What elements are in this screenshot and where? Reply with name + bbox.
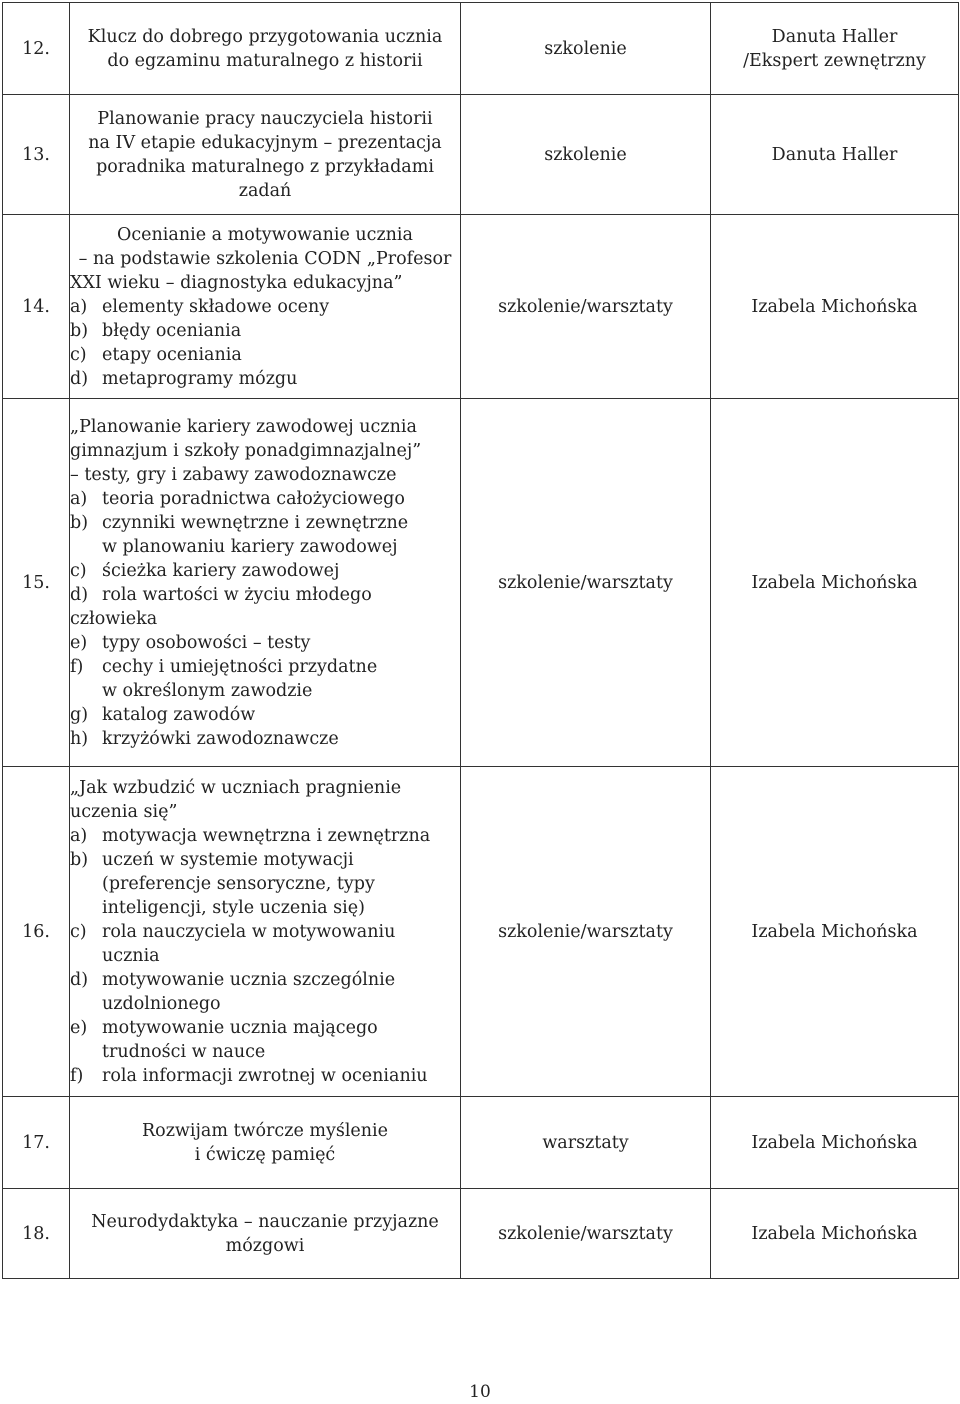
- item-text: inteligencji, style uczenia się): [102, 897, 365, 918]
- list-item: [70, 1016, 460, 1064]
- table-row: [3, 3, 959, 95]
- item-marker: d): [70, 584, 89, 605]
- item-marker: e): [70, 632, 88, 653]
- trainer-line: Izabela Michońska: [751, 296, 918, 317]
- trainer-line: Izabela Michońska: [751, 1223, 918, 1244]
- list-item: [70, 655, 460, 703]
- row-number: 15.: [3, 399, 70, 767]
- item-text: motywacja wewnętrzna i zewnętrzna: [102, 825, 431, 846]
- form-cell: szkolenie: [461, 3, 711, 95]
- item-marker: f): [70, 656, 84, 677]
- trainer-line: Danuta Haller: [771, 144, 898, 165]
- trainer-cell: [711, 1097, 959, 1189]
- topic-line: – testy, gry i zabawy zawodoznawcze: [70, 464, 397, 485]
- trainer-cell: [711, 767, 959, 1097]
- item-marker: g): [70, 704, 89, 725]
- list-item: [70, 559, 460, 583]
- trainer-line: /Ekspert zewnętrzny: [743, 50, 926, 71]
- item-marker: b): [70, 512, 89, 533]
- trainer-cell: [711, 95, 959, 215]
- row-number: 12.: [3, 3, 70, 95]
- list-item: [70, 319, 460, 343]
- row-number: 14.: [3, 215, 70, 399]
- list-item: [70, 631, 460, 655]
- topic-line: uczenia się”: [70, 801, 178, 822]
- trainer-line: Izabela Michońska: [751, 1132, 918, 1153]
- item-marker: d): [70, 969, 89, 990]
- topic-line: Neurodydaktyka – nauczanie przyjazne: [91, 1211, 439, 1232]
- list-item: [70, 703, 460, 727]
- topic-line: i ćwiczę pamięć: [194, 1144, 336, 1165]
- form-cell: szkolenie/warsztaty: [461, 1189, 711, 1279]
- item-text: (preferencje sensoryczne, typy: [102, 873, 375, 894]
- item-text: metaprogramy mózgu: [102, 368, 298, 389]
- item-marker: a): [70, 296, 88, 317]
- list-item: [70, 487, 460, 511]
- item-marker: h): [70, 728, 89, 749]
- page-number: 10: [469, 1382, 491, 1402]
- item-text: katalog zawodów: [102, 704, 256, 725]
- item-text: rola nauczyciela w motywowaniu: [102, 921, 396, 942]
- item-text: uzdolnionego: [102, 993, 221, 1014]
- row-number: 18.: [3, 1189, 70, 1279]
- topic-cell: [70, 1097, 461, 1189]
- topic-line: mózgowi: [225, 1235, 305, 1256]
- topic-items: [70, 824, 460, 1088]
- topic-line: XXI wieku – diagnostyka edukacyjna”: [70, 272, 403, 293]
- form-cell: szkolenie/warsztaty: [461, 767, 711, 1097]
- trainer-line: Izabela Michońska: [751, 921, 918, 942]
- item-text: rola informacji zwrotnej w ocenianiu: [102, 1065, 428, 1086]
- topic-line: „Jak wzbudzić w uczniach pragnienie: [70, 777, 402, 798]
- item-text: elementy składowe oceny: [102, 296, 330, 317]
- topic-line: „Planowanie kariery zawodowej ucznia: [70, 416, 417, 437]
- topic-cell: [70, 767, 461, 1097]
- item-text: cechy i umiejętności przydatne: [102, 656, 378, 677]
- item-text: motywowanie ucznia mającego: [102, 1017, 378, 1038]
- form-cell: szkolenie/warsztaty: [461, 399, 711, 767]
- form-cell: szkolenie/warsztaty: [461, 215, 711, 399]
- list-item: [70, 1064, 460, 1088]
- list-item: [70, 848, 460, 920]
- topic-line: Klucz do dobrego przygotowania ucznia: [87, 26, 443, 47]
- topic-line: – na podstawie szkolenia CODN „Profesor: [78, 248, 452, 269]
- row-number: 13.: [3, 95, 70, 215]
- item-text: w planowaniu kariery zawodowej: [102, 536, 398, 557]
- trainer-cell: [711, 399, 959, 767]
- topic-line: na IV etapie edukacyjnym – prezentacja: [88, 132, 442, 153]
- table-row: [3, 215, 959, 399]
- topic-line: Rozwijam twórcze myślenie: [141, 1120, 389, 1141]
- topic-items: [70, 295, 460, 391]
- topic-line: zadań: [238, 180, 292, 201]
- item-marker: b): [70, 320, 89, 341]
- item-marker: b): [70, 849, 89, 870]
- trainer-cell: [711, 1189, 959, 1279]
- topic-cell: [70, 3, 461, 95]
- topic-line: Planowanie pracy nauczyciela historii: [97, 108, 433, 129]
- table-row: [3, 1097, 959, 1189]
- list-item: [70, 920, 460, 968]
- table-row: [3, 95, 959, 215]
- row-number: 17.: [3, 1097, 70, 1189]
- item-text: w określonym zawodzie: [102, 680, 313, 701]
- item-text: rola wartości w życiu młodego: [102, 584, 372, 605]
- item-text: teoria poradnictwa całożyciowego: [102, 488, 405, 509]
- list-item: [70, 583, 460, 631]
- topic-cell: [70, 399, 461, 767]
- item-text: etapy oceniania: [102, 344, 242, 365]
- list-item: [70, 295, 460, 319]
- topic-cell: [70, 95, 461, 215]
- list-item: [70, 968, 460, 1016]
- topic-line: poradnika maturalnego z przykładami: [96, 156, 434, 177]
- list-item: [70, 727, 460, 751]
- item-text: motywowanie ucznia szczególnie: [102, 969, 396, 990]
- item-marker: a): [70, 825, 88, 846]
- item-marker: c): [70, 344, 87, 365]
- item-marker: d): [70, 368, 89, 389]
- topic-items: [70, 487, 460, 751]
- topic-line: do egzaminu maturalnego z historii: [107, 50, 423, 71]
- item-text: człowieka: [70, 608, 158, 629]
- training-table: [2, 2, 959, 1279]
- trainer-cell: [711, 3, 959, 95]
- item-text: błędy oceniania: [102, 320, 242, 341]
- item-text: uczeń w systemie motywacji: [102, 849, 354, 870]
- list-item: [70, 511, 460, 559]
- item-text: czynniki wewnętrzne i zewnętrzne: [102, 512, 409, 533]
- topic-line: gimnazjum i szkoły ponadgimnazjalnej”: [70, 440, 422, 461]
- trainer-line: Izabela Michońska: [751, 572, 918, 593]
- list-item: [70, 367, 460, 391]
- item-marker: c): [70, 560, 87, 581]
- topic-cell: [70, 1189, 461, 1279]
- topic-cell: [70, 215, 461, 399]
- item-marker: c): [70, 921, 87, 942]
- item-marker: f): [70, 1065, 84, 1086]
- item-text: typy osobowości – testy: [102, 632, 311, 653]
- item-text: trudności w nauce: [102, 1041, 266, 1062]
- form-cell: szkolenie: [461, 95, 711, 215]
- list-item: [70, 824, 460, 848]
- item-text: krzyżówki zawodoznawcze: [102, 728, 339, 749]
- item-marker: a): [70, 488, 88, 509]
- trainer-cell: [711, 215, 959, 399]
- item-text: ścieżka kariery zawodowej: [102, 560, 340, 581]
- table-row: [3, 1189, 959, 1279]
- item-marker: e): [70, 1017, 88, 1038]
- row-number: 16.: [3, 767, 70, 1097]
- item-text: ucznia: [102, 945, 160, 966]
- trainer-line: Danuta Haller: [771, 26, 898, 47]
- topic-line: Ocenianie a motywowanie ucznia: [117, 224, 413, 245]
- form-cell: warsztaty: [461, 1097, 711, 1189]
- table-row: [3, 767, 959, 1097]
- table-row: [3, 399, 959, 767]
- list-item: [70, 343, 460, 367]
